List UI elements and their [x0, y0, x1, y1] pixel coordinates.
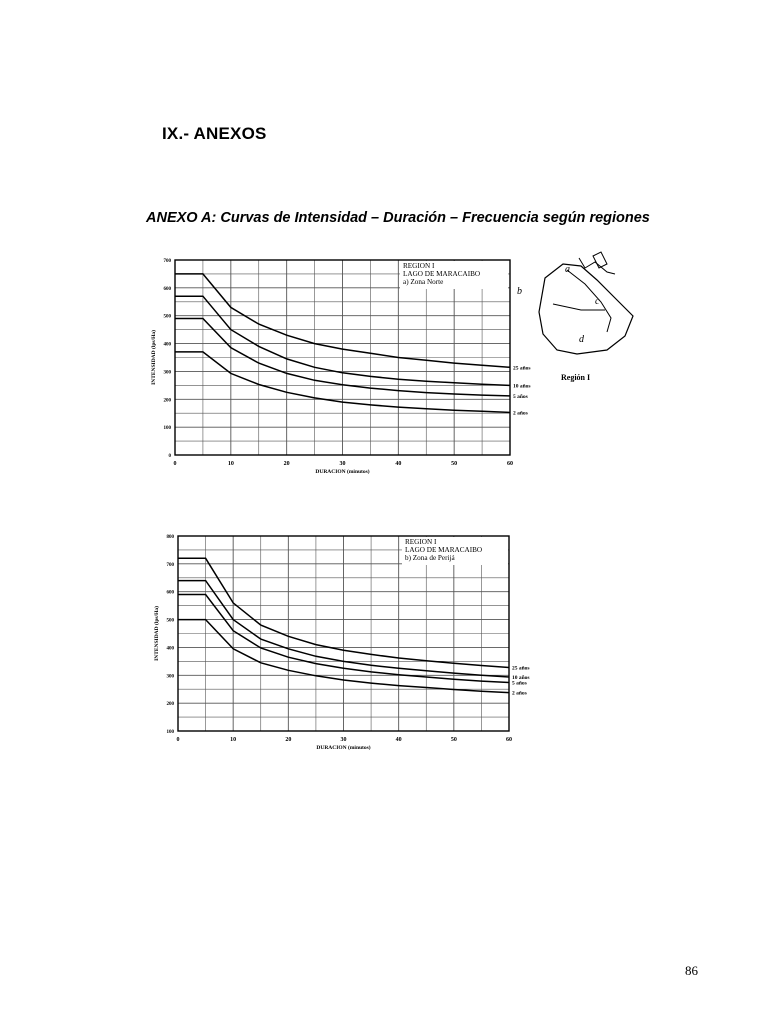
x-tick-label: 20	[283, 461, 290, 467]
region-map-label: a	[565, 264, 570, 275]
x-tick-label: 30	[339, 461, 346, 467]
series-label: 5 años	[512, 680, 527, 687]
idf-chart-zona-perija	[0, 520, 768, 760]
y-axis-title: INTENSIDAD (lps/Ha)	[154, 606, 160, 661]
chart-grid	[175, 260, 510, 455]
series-label: 2 años	[513, 410, 528, 417]
y-tick-label: 200	[163, 398, 171, 404]
x-tick-label: 10	[230, 737, 237, 743]
series-label: 25 años	[512, 665, 530, 672]
region-map-label: d	[579, 334, 584, 345]
y-tick-label: 800	[166, 535, 174, 540]
y-tick-label: 200	[166, 702, 174, 708]
y-tick-label: 400	[163, 342, 171, 348]
x-tick-label: 0	[173, 461, 177, 467]
y-tick-label: 100	[163, 426, 171, 432]
series-label: 25 años	[513, 365, 531, 372]
region-map-outline	[539, 264, 633, 354]
x-tick-label: 50	[450, 737, 457, 743]
region-map-coast	[579, 258, 615, 274]
y-tick-label: 0	[168, 454, 171, 459]
x-tick-label: 60	[506, 737, 512, 743]
annotation-line: LAGO DE MARACAIBO	[405, 546, 483, 554]
y-tick-label: 300	[166, 674, 174, 680]
y-axis-title: INTENSIDAD (lps/Ha)	[151, 330, 157, 385]
x-tick-label: 10	[227, 461, 234, 467]
x-tick-label: 40	[395, 461, 402, 467]
region-map-label: c	[595, 296, 600, 307]
annotation-line: REGION I	[405, 538, 437, 546]
chart-grid	[178, 536, 509, 731]
x-tick-label: 20	[285, 737, 292, 743]
region-map-caption: Región I	[561, 373, 591, 382]
series-label: 5 años	[513, 393, 528, 400]
region-map-label: b	[517, 286, 522, 297]
y-tick-label: 500	[166, 618, 174, 624]
annotation-line: REGION I	[403, 262, 435, 270]
region-map	[517, 252, 633, 382]
x-axis-title: DURACION (minutos)	[315, 469, 370, 475]
chart-annotation	[402, 537, 508, 565]
section-title: IX.- ANEXOS	[162, 124, 267, 143]
annotation-line: LAGO DE MARACAIBO	[403, 270, 481, 278]
y-tick-label: 700	[166, 562, 174, 568]
annex-subtitle: ANEXO A: Curvas de Intensidad – Duración – Frecuencia según regiones	[146, 210, 650, 226]
x-tick-label: 60	[507, 461, 513, 467]
y-tick-label: 600	[163, 286, 171, 292]
region-map-border	[567, 270, 611, 332]
x-tick-label: 30	[340, 737, 347, 743]
series-label: 10 años	[513, 383, 531, 390]
annotation-line: b) Zona de Perijá	[405, 554, 455, 562]
x-axis-title: DURACION (minutos)	[316, 745, 371, 751]
y-tick-label: 400	[166, 646, 174, 652]
series-label: 10 años	[512, 674, 530, 681]
page-number: 86	[685, 963, 698, 978]
idf-chart-zona-norte	[0, 250, 768, 490]
y-tick-label: 500	[163, 314, 171, 320]
annotation-line: a) Zona Norte	[403, 278, 444, 286]
chart-annotation	[400, 261, 508, 289]
y-tick-label: 100	[166, 730, 174, 735]
y-tick-label: 600	[166, 590, 174, 596]
series-label: 2 años	[512, 690, 527, 697]
x-tick-label: 0	[176, 737, 180, 743]
y-tick-label: 300	[163, 370, 171, 376]
x-tick-label: 50	[451, 461, 458, 467]
y-tick-label: 700	[163, 259, 171, 264]
x-tick-label: 40	[395, 737, 402, 743]
